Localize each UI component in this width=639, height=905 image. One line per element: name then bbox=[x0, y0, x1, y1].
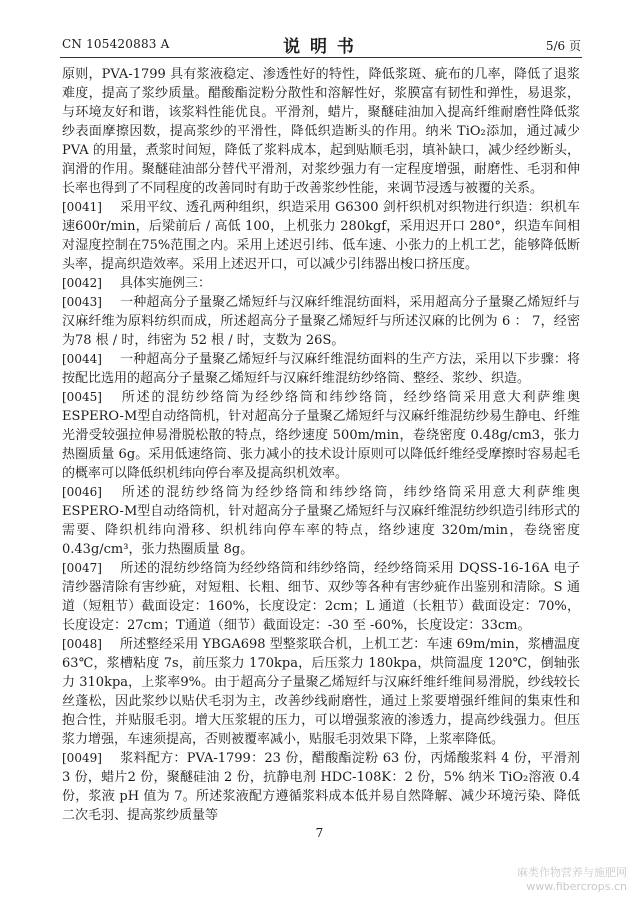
paragraph-text: 具体实施例三： bbox=[120, 276, 212, 291]
paragraph-number: [0044] bbox=[62, 352, 102, 366]
document-body bbox=[62, 65, 580, 825]
paragraph-number: [0049] bbox=[62, 751, 102, 765]
paragraph bbox=[62, 198, 580, 274]
paragraph-text: 浆料配方：PVA-1799：23 份，醋酸酯淀粉 63 份，丙烯酸浆料 4 份，平滑剂 3 份，蜡片2 份，聚醚硅油 2 份，抗静电剂 HDC-108K：2 份，5% 纳米 TiO₂溶液 0.4 份，浆液 pH 值为 7。所述浆液配方遵循浆料成本低并易自然降解、减少环境污染、降低二次毛羽、提高浆纱质量等 bbox=[62, 751, 580, 823]
paragraph-text: 所述的混纺纱络筒为经纱络筒和纬纱络筒，经纱络筒采用意大利萨维奥 ESPERO-M型自动络筒机，针对超高分子量聚乙烯短纤与汉麻纤维混纺纱易生静电、纤维光滑受较强拉伸易滑脱松散的特点，络纱速度 500m/min，卷绕密度 0.48g/cm3，张力热圈质量 6g。采用低速络筒、张力减小的技术设计原则可以降低纤维经受摩擦时容易起毛的概率可以降低织机纬向停台率及提高织机效率。 bbox=[62, 390, 580, 481]
watermark-site-name: 麻类作物营养与施肥网 bbox=[517, 866, 627, 879]
paragraph-text: 一种超高分子量聚乙烯短纤与汉麻纤维混纺面料的生产方法，采用以下步骤：将按配比选用的超高分子量聚乙烯短纤与汉麻纤维混纺纱络筒、整经、浆纱、织造。 bbox=[62, 352, 580, 386]
header-divider bbox=[60, 57, 582, 58]
paragraph-text: 一种超高分子量聚乙烯短纤与汉麻纤维混纺面料，采用超高分子量聚乙烯短纤与汉麻纤维为原料纺织而成，所述超高分子量聚乙烯短纤与所述汉麻的比例为 6 ： 7，经密为78 根 / 时，纬密为 52 根 / 时，支数为 26S。 bbox=[62, 295, 580, 348]
paragraph-text: 所述的混纺纱络筒为经纱络筒和纬纱络筒，经纱络筒采用 DQSS-16-16A 电子清纱器清除有害纱疵，对短粗、长粗、细节、双纱等各种有害纱疵作出鉴别和清除。S 通道（短粗节）截面设定：160%，长度设定：2cm；L 通道（长粗节）截面设定：70%，长度设定：27cm；T通道（细节）截面设定：-30 至 -60%，长度设定：33cm。 bbox=[62, 561, 580, 633]
paragraph-number: [0046] bbox=[62, 485, 102, 499]
paragraph bbox=[62, 635, 580, 749]
watermark-url: www.fibercrops.cn bbox=[526, 880, 627, 893]
paragraph bbox=[62, 65, 580, 198]
paragraph bbox=[62, 274, 580, 293]
paragraph-text: 原则，PVA-1799 具有浆液稳定、渗透性好的特性，降低浆斑、疵布的几率，降低了退浆难度，提高了浆纱质量。醋酸酯淀粉分散性和溶解性好，浆膜富有韧性和弹性，易退浆，与环境友好和谐，该浆料性能优良。平滑剂，蜡片，聚醚硅油加入提高纤维耐磨性降低浆纱表面摩擦因数，提高浆纱的平滑性，降低织造断头的作用。纳米 TiO₂添加，通过减少 PVA 的用量，煮浆时间短，降低了浆料成本，起到贴顺毛羽，填补缺口，减少经纱断头，润滑的作用。聚醚硅油部分替代平滑剂，对浆纱强力有一定程度增强，耐磨性、毛羽和伸长率也得到了不同程度的改善同时有助于改善浆纱性能，来调节浸透与被覆的关系。 bbox=[62, 67, 580, 196]
paragraph-number: [0047] bbox=[62, 561, 102, 575]
paragraph bbox=[62, 388, 580, 483]
paragraph-number: [0041] bbox=[62, 200, 102, 214]
paragraph-number: [0043] bbox=[62, 295, 102, 309]
page-counter: 5/6 页 bbox=[545, 39, 581, 53]
paragraph bbox=[62, 483, 580, 559]
paragraph bbox=[62, 749, 580, 825]
paragraph-text: 所述的混纺纱络筒为经纱络筒和纬纱络筒，纬纱络筒采用意大利萨维奥 ESPERO-M型自动络筒机，针对超高分子量聚乙烯短纤与汉麻纤维混纺纱织造引纬形式的需要、降织机纬向滑移、织机纬向停车率的特点，络纱速度 320m/min，卷绕密度 0.43g/cm³，张力热圈质量 8g。 bbox=[62, 485, 580, 557]
paragraph-number: [0048] bbox=[62, 637, 102, 651]
paragraph-text: 采用平纹、透孔两种组织，织造采用 G6300 剑杆织机对织物进行织造：织机车速600r/min，后梁前后 / 高低 100，上机张力 280kgf，采用迟开口 280°，织造车间相对湿度控制在75%范围之内。采用上述迟引纬、低车速、小张力的上机工艺，能够降低断头率，提高织造效率。采用上述迟开口，可以减少引纬器出梭口挤压度。 bbox=[62, 200, 580, 272]
paragraph-text: 所述整经采用 YBGA698 型整浆联合机，上机工艺：车速 69m/min，浆槽温度 63℃，浆槽粘度 7s，前压浆力 170kpa，后压浆力 180kpa，烘筒温度 120℃，倒轴张力 310kpa，上浆率9%。由于超高分子量聚乙烯短纤与汉麻纤维纤维间易滑脱，纱线较长丝蓬松，因此浆纱以贴伏毛羽为主，改善纱线耐磨性，通过上浆要增强纤维间的集束性和抱合性，并贴服毛羽。增大压浆辊的压力，可以增强浆液的渗透力，提高纱线强力。但压浆力增强，车速须提高，否则被覆率减小，贴服毛羽效果下降，上浆率降低。 bbox=[62, 637, 580, 747]
document-title: 说 明 书 bbox=[283, 37, 356, 57]
paragraph bbox=[62, 293, 580, 350]
paragraph bbox=[62, 559, 580, 635]
paragraph-number: [0042] bbox=[62, 276, 102, 290]
paragraph-number: [0045] bbox=[62, 390, 102, 404]
patent-number: CN 105420883 A bbox=[62, 37, 170, 51]
watermark bbox=[517, 866, 627, 894]
paragraph bbox=[62, 350, 580, 388]
page-number: 7 bbox=[315, 826, 324, 840]
